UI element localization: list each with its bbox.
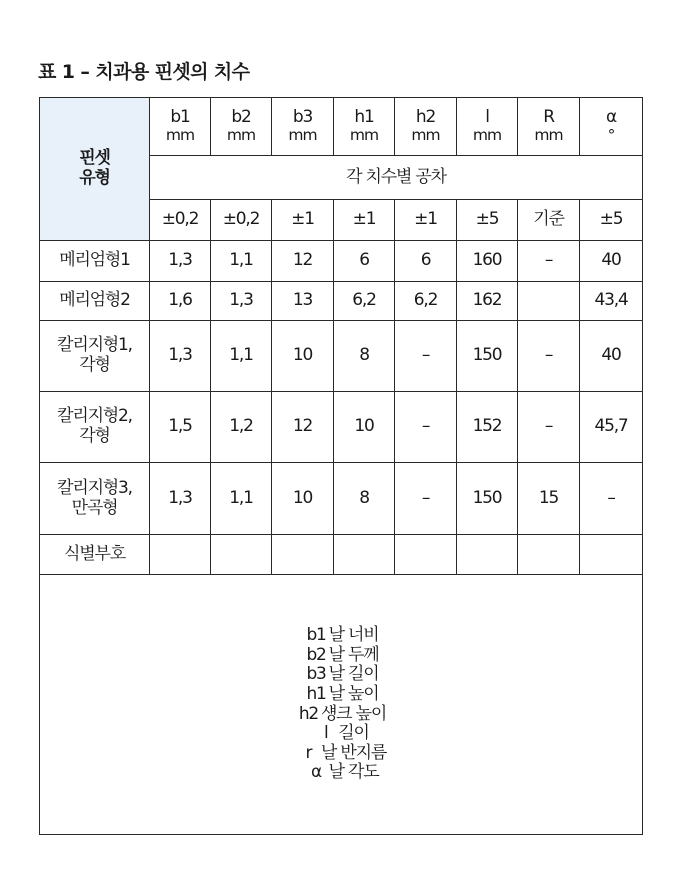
- value-cell: 150: [457, 463, 518, 535]
- dim-header-h2: h2 mm: [395, 98, 457, 156]
- value-cell: 10: [272, 463, 334, 535]
- dim-header-r: R mm: [518, 98, 580, 156]
- value-cell: [518, 535, 580, 575]
- table-row: [40, 463, 643, 535]
- value-cell: [457, 535, 518, 575]
- legend-item: α 날 각도: [311, 762, 379, 783]
- value-cell: 8: [334, 321, 395, 392]
- value-cell: –: [518, 321, 580, 392]
- legend-item: h1 날 높이: [306, 683, 379, 704]
- value-cell: 12: [272, 241, 334, 282]
- value-cell: 10: [272, 321, 334, 392]
- table-row: [40, 321, 643, 392]
- legend-cell: [40, 575, 643, 835]
- dim-header-b3: b3 mm: [272, 98, 334, 156]
- value-cell: 150: [457, 321, 518, 392]
- value-cell: [150, 535, 211, 575]
- dimension-table: [39, 97, 643, 835]
- tolerance-cell: ±0,2: [211, 200, 272, 241]
- row-type-label: 칼리지형1, 각형: [40, 321, 150, 392]
- value-cell: 152: [457, 392, 518, 463]
- legend-row: [40, 575, 643, 835]
- value-cell: 15: [518, 463, 580, 535]
- dim-header-b1: b1 mm: [150, 98, 211, 156]
- row-type-label: 메리엄형1: [40, 241, 150, 282]
- value-cell: 8: [334, 463, 395, 535]
- value-cell: [272, 535, 334, 575]
- value-cell: 1,3: [150, 463, 211, 535]
- value-cell: 10: [334, 392, 395, 463]
- legend-item: b3 날 길이: [306, 664, 379, 685]
- value-cell: 1,1: [211, 321, 272, 392]
- table-row: [40, 392, 643, 463]
- legend-item: h2 섕크 높이: [298, 703, 387, 724]
- value-cell: 1,1: [211, 463, 272, 535]
- dim-header-b2: b2 mm: [211, 98, 272, 156]
- value-cell: 12: [272, 392, 334, 463]
- row-type-label: 식별부호: [40, 535, 150, 575]
- row-type-label: 칼리지형2, 각형: [40, 392, 150, 463]
- value-cell: 6: [334, 241, 395, 282]
- value-cell: –: [395, 463, 457, 535]
- value-cell: 162: [457, 282, 518, 321]
- legend-item: r 날 반지름: [305, 742, 387, 763]
- value-cell: [334, 535, 395, 575]
- dim-header-l: l mm: [457, 98, 518, 156]
- value-cell: 1,3: [211, 282, 272, 321]
- value-cell: 1,3: [150, 321, 211, 392]
- value-cell: –: [518, 241, 580, 282]
- legend-item: b2 날 두께: [306, 644, 379, 665]
- value-cell: 1,1: [211, 241, 272, 282]
- table-row: [40, 241, 643, 282]
- tolerance-cell: ±1: [272, 200, 334, 241]
- value-cell: –: [518, 392, 580, 463]
- value-cell: 13: [272, 282, 334, 321]
- value-cell: 45,7: [580, 392, 643, 463]
- dim-header-alpha: α °: [580, 98, 643, 156]
- value-cell: 1,2: [211, 392, 272, 463]
- tolerance-cell: ±1: [395, 200, 457, 241]
- row-type-label: 칼리지형3, 만곡형: [40, 463, 150, 535]
- value-cell: 1,3: [150, 241, 211, 282]
- value-cell: 1,5: [150, 392, 211, 463]
- row-type-label: 메리엄형2: [40, 282, 150, 321]
- value-cell: –: [395, 392, 457, 463]
- tolerance-cell: ±0,2: [150, 200, 211, 241]
- value-cell: 40: [580, 321, 643, 392]
- value-cell: [518, 282, 580, 321]
- table-title: 표 1 – 치과용 핀셋의 치수: [38, 61, 250, 83]
- value-cell: [395, 535, 457, 575]
- value-cell: –: [580, 463, 643, 535]
- tolerance-cell: 기준: [518, 200, 580, 241]
- tolerance-cell: ±5: [580, 200, 643, 241]
- value-cell: 160: [457, 241, 518, 282]
- tolerance-cell: ±5: [457, 200, 518, 241]
- value-cell: 40: [580, 241, 643, 282]
- value-cell: 6: [395, 241, 457, 282]
- value-cell: –: [395, 321, 457, 392]
- table-row: [40, 282, 643, 321]
- value-cell: 6,2: [334, 282, 395, 321]
- value-cell: [211, 535, 272, 575]
- value-cell: 1,6: [150, 282, 211, 321]
- value-cell: [580, 535, 643, 575]
- dimension-header-row: [40, 98, 643, 156]
- legend-item: b1 날 너비: [306, 625, 379, 646]
- value-cell: 43,4: [580, 282, 643, 321]
- dim-header-h1: h1 mm: [334, 98, 395, 156]
- corner-header: 핀셋 유형: [40, 98, 150, 241]
- tolerance-header: 각 치수별 공차: [150, 156, 643, 200]
- table-row: [40, 535, 643, 575]
- tolerance-cell: ±1: [334, 200, 395, 241]
- value-cell: 6,2: [395, 282, 457, 321]
- legend-item: l 길이: [324, 723, 369, 744]
